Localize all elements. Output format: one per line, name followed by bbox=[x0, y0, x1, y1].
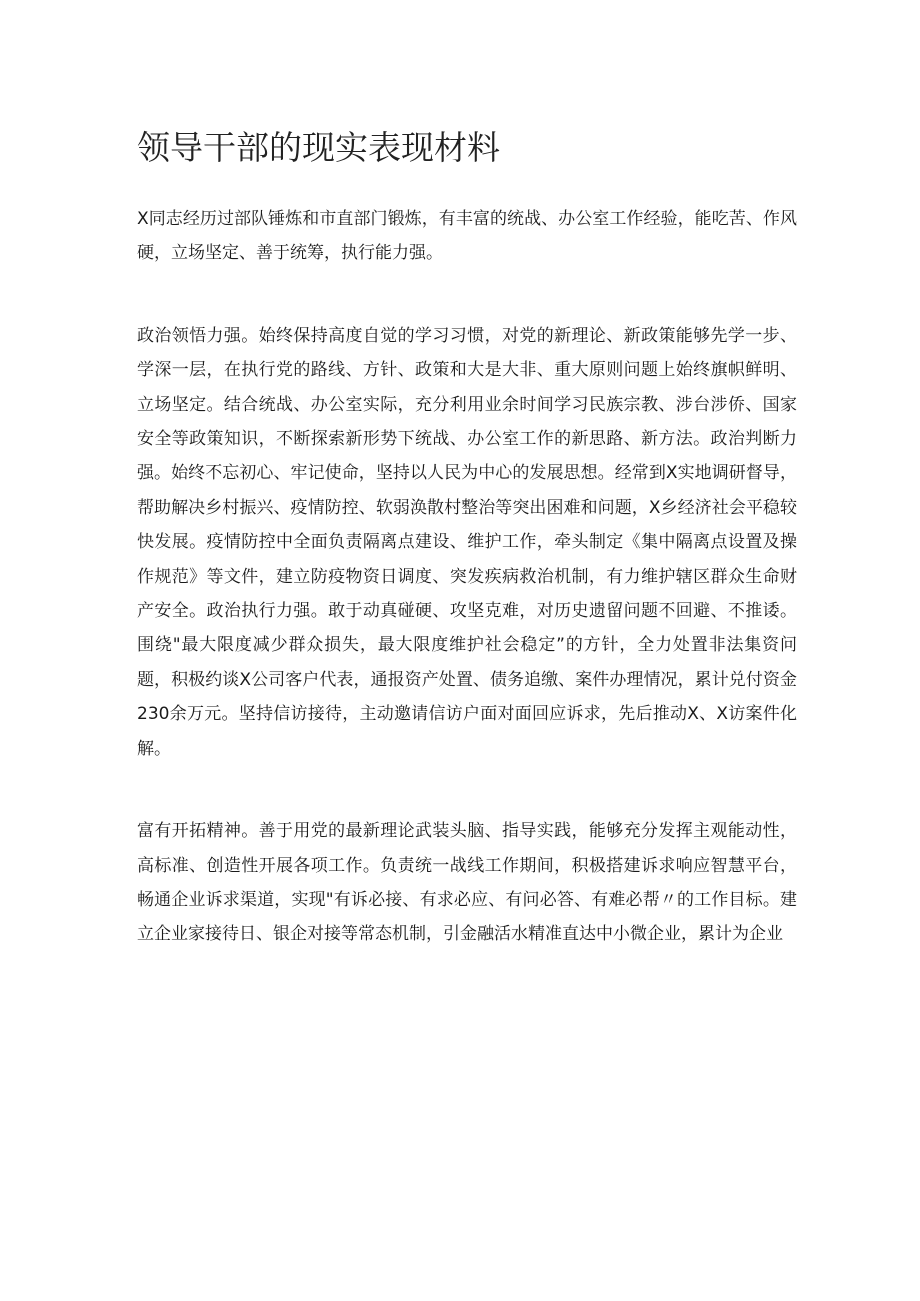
document-title: 领导干部的现实表现材料 bbox=[137, 128, 500, 167]
paragraph-political-ability: 政治领悟力强。始终保持高度自觉的学习习惯，对党的新理论、新政策能够先学一步、学深一层，在执行党的路线、方针、政策和大是大非、重大原则问题上始终旗帜鲜明、立场坚定。结合统战、办公室实际，充分利用业余时间学习民族宗教、涉台涉侨、国家安全等政策知识，不断探索新形势下统战、办公室工作的新思路、新方法。政治判断力强。始终不忘初心、牢记使命，坚持以人民为中心的发展思想。经常到X实地调研督导，帮助解决乡村振兴、疫情防控、软弱涣散村整治等突出困难和问题，X乡经济社会平稳较快发展。疫情防控中全面负责隔离点建设、维护工作，牵头制定《集中隔离点设置及操作规范》等文件，建立防疫物资日调度、突发疾病救治机制，有力维护辖区群众生命财产安全。政治执行力强。敢于动真碰硬、攻坚克难，对历史遗留问题不回避、不推诿。围绕"最大限度减少群众损失，最大限度维护社会稳定”的方针，全力处置非法集资问题，积极约谈X公司客户代表，通报资产处置、债务追缴、案件办理情况，累计兑付资金230余万元。坚持信访接待，主动邀请信访户面对面回应诉求，先后推动X、X访案件化解。 bbox=[137, 325, 797, 759]
document-page bbox=[137, 0, 797, 952]
paragraph-intro: X同志经历过部队锤炼和市直部门锻炼，有丰富的统战、办公室工作经验，能吃苦、作风硬，立场坚定、善于统筹，执行能力强。 bbox=[137, 209, 797, 264]
paragraph-pioneering-spirit: 富有开拓精神。善于用党的最新理论武装头脑、指导实践，能够充分发挥主观能动性，高标准、创造性开展各项工作。负责统一战线工作期间，积极搭建诉求响应智慧平台，畅通企业诉求渠道，实现"有诉必接、有求必应、有问必答、有难必帮〃的工作目标。建立企业家接待日、银企对接等常态机制，引金融活水精准直达中小微企业，累计为企业 bbox=[137, 821, 797, 945]
